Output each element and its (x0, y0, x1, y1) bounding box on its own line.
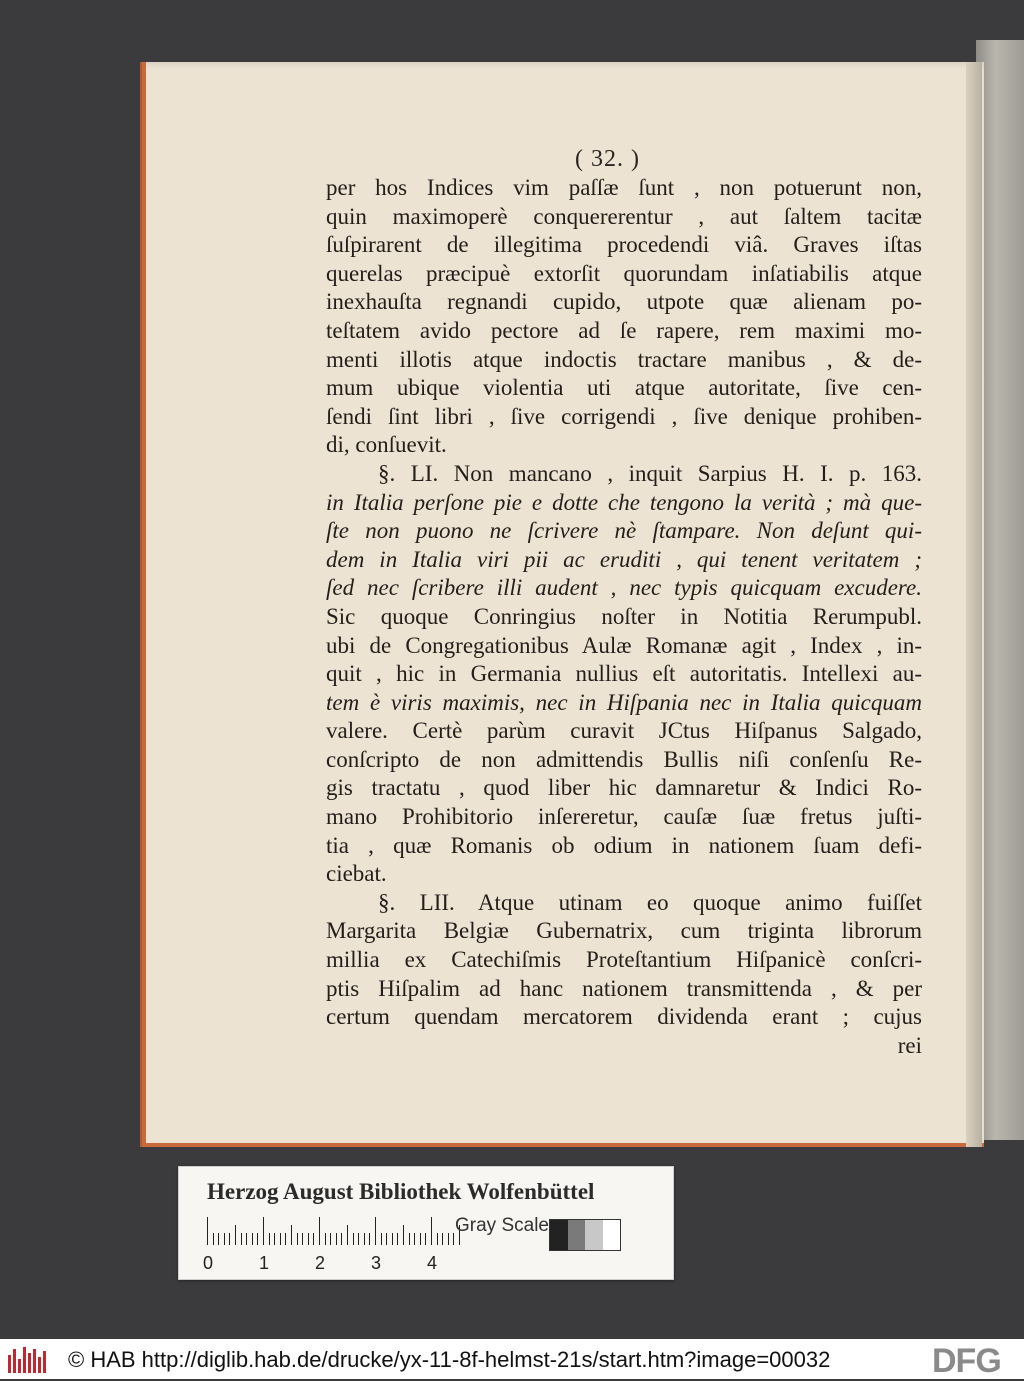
page-text (326, 174, 922, 1060)
section-heading-line: §. LI. Non mancano , inquit Sarpius H. I. p. 163. (378, 460, 922, 486)
dfg-logo: DFG (932, 1342, 1001, 1380)
text-line: certum quendam mercatorem dividenda erant ; cujus (326, 1004, 922, 1030)
ruler-tick (448, 1233, 449, 1245)
page-edge (966, 62, 982, 1147)
text-line: millia ex Catechiſmis Proteſtantium Hiſpanicè conſcri- (326, 947, 922, 973)
text-line: ſendi ſint libri , ſive corrigendi , ſive denique prohiben- (326, 403, 922, 429)
library-name: Herzog August Bibliothek Wolfenbüttel (207, 1179, 595, 1204)
logo-bar (28, 1353, 31, 1373)
ruler-tick (235, 1225, 236, 1245)
ruler-tick (330, 1233, 331, 1245)
ruler-number: 0 (203, 1253, 214, 1273)
ruler-tick (319, 1217, 320, 1245)
logo-bar (13, 1349, 16, 1373)
logo-bar (38, 1357, 41, 1373)
ruler-tick (302, 1233, 303, 1245)
ruler-tick (325, 1233, 326, 1245)
logo-bar (33, 1349, 36, 1373)
source-url[interactable]: © HAB http://diglib.hab.de/drucke/yx-11-8f-helmst-21s/start.htm?image=00032 (68, 1347, 831, 1372)
ruler-tick (420, 1233, 421, 1245)
ruler-tick (285, 1233, 286, 1245)
ruler-tick (246, 1233, 247, 1245)
text-line: tia , quæ Romanis ob odium in nationem ſuam defi- (326, 832, 922, 858)
ruler-tick (442, 1233, 443, 1245)
text-line: per hos Indices vim paſſæ ſunt , non potuerunt non, (326, 175, 922, 200)
ruler-tick (252, 1233, 253, 1245)
hab-logo-icon (8, 1347, 48, 1373)
ruler-tick (397, 1233, 398, 1245)
ruler-tick (347, 1225, 348, 1245)
text-line: quit , hic in Germania nullius eſt autoritatis. Intellexi au- (326, 661, 922, 687)
gray-swatch (603, 1220, 621, 1250)
text-line: ſte non puono ne ſcrivere nè ſtampare. Non deſunt qui- (326, 518, 922, 544)
ruler-tick (431, 1217, 432, 1245)
text-line: ptis Hiſpalim ad hanc nationem transmittenda , & per (326, 975, 922, 1001)
text-line: ſed nec ſcribere illi audent , nec typis quicquam excudere. (326, 575, 922, 601)
text-line: menti illotis atque indoctis tractare manibus , & de- (326, 346, 922, 372)
ruler-number: 4 (427, 1253, 438, 1273)
text-line: conſcripto de non admittendis Bullis niſi conſenſu Re- (326, 746, 922, 772)
footer-bar (0, 1339, 1024, 1379)
ruler-tick (364, 1233, 365, 1245)
ruler-tick (269, 1233, 270, 1245)
ruler-tick (403, 1225, 404, 1245)
gray-scale-label: Gray Scale (455, 1215, 549, 1236)
scale-ruler (207, 1217, 437, 1245)
ruler-tick (414, 1233, 415, 1245)
text-line: querelas præcipuè extorſit quorundam inſatiabilis atque (326, 260, 922, 286)
section-heading-line: §. LII. Atque utinam eo quoque animo fuiſſet (378, 889, 922, 915)
ruler-tick (263, 1217, 264, 1245)
ruler-tick (207, 1217, 208, 1245)
text-line: di, conſuevit. (326, 432, 447, 458)
ruler-tick (257, 1233, 258, 1245)
ruler-tick (313, 1233, 314, 1245)
text-line: ciebat. (326, 861, 387, 887)
text-line: teſtatem avido pectore ad ſe rapere, rem maximi mo- (326, 317, 922, 343)
text-line: gis tractatu , quod liber hic damnaretur & Indici Ro- (326, 775, 922, 801)
ruler-tick (308, 1233, 309, 1245)
ruler-number: 2 (315, 1253, 326, 1273)
ruler-tick (375, 1217, 376, 1245)
logo-bar (23, 1347, 26, 1373)
ruler-tick (392, 1233, 393, 1245)
text-line: ſuſpirarent de illegitima procedendi viâ. Graves iſtas (326, 232, 922, 258)
catchword: rei (897, 1032, 922, 1058)
text-line: Sic quoque Conringius noſter in Notitia Rerumpubl. (326, 603, 922, 629)
gray-swatch (550, 1220, 568, 1250)
text-line: mum ubique violentia uti atque autoritate, ſive cen- (326, 375, 922, 401)
text-line: ubi de Congregationibus Aulæ Romanæ agit , Index , in- (326, 632, 922, 658)
text-line: mano Prohibitorio inſereretur, cauſæ ſuæ fretus juſti- (326, 804, 922, 830)
ruler-tick (224, 1233, 225, 1245)
ruler-tick (229, 1233, 230, 1245)
ruler-tick (425, 1233, 426, 1245)
ruler-tick (218, 1233, 219, 1245)
ruler-tick (280, 1233, 281, 1245)
ruler-tick (358, 1233, 359, 1245)
ruler-tick (381, 1233, 382, 1245)
text-line: dem in Italia viri pii ac eruditi , qui tenent veritatem ; (326, 546, 922, 572)
ruler-tick (386, 1233, 387, 1245)
ruler-tick (213, 1233, 214, 1245)
ruler-tick (241, 1233, 242, 1245)
ruler-number: 1 (259, 1253, 270, 1273)
logo-bar (8, 1355, 11, 1373)
library-label-card (178, 1166, 674, 1280)
gray-swatch (585, 1220, 603, 1250)
page-number: ( 32. ) (575, 146, 640, 172)
ruler-tick (341, 1233, 342, 1245)
text-line: Margarita Belgiæ Gubernatrix, cum triginta librorum (326, 918, 922, 944)
logo-bar (18, 1359, 21, 1373)
gray-swatch (568, 1220, 586, 1250)
gray-scale-swatches (549, 1219, 621, 1251)
text-line: inexhauſta regnandi cupido, utpote quæ alienam po- (326, 289, 922, 315)
ruler-tick (297, 1233, 298, 1245)
ruler-tick (353, 1233, 354, 1245)
ruler-tick (291, 1225, 292, 1245)
ruler-number: 3 (371, 1253, 382, 1273)
text-line: quin maximoperè conquererentur , aut ſaltem tacitæ (326, 203, 922, 229)
ruler-tick (409, 1233, 410, 1245)
ruler-tick (274, 1233, 275, 1245)
ruler-tick (369, 1233, 370, 1245)
text-line: valere. Certè parùm curavit JCtus Hiſpanus Salgado, (326, 718, 922, 744)
ruler-tick (336, 1233, 337, 1245)
text-line: tem è viris maximis, nec in Hiſpania nec in Italia quicquam (326, 689, 922, 715)
text-line: in Italia perſone pie e dotte che tengono la verità ; mà que- (326, 489, 922, 515)
logo-bar (43, 1351, 46, 1373)
ruler-tick (437, 1233, 438, 1245)
